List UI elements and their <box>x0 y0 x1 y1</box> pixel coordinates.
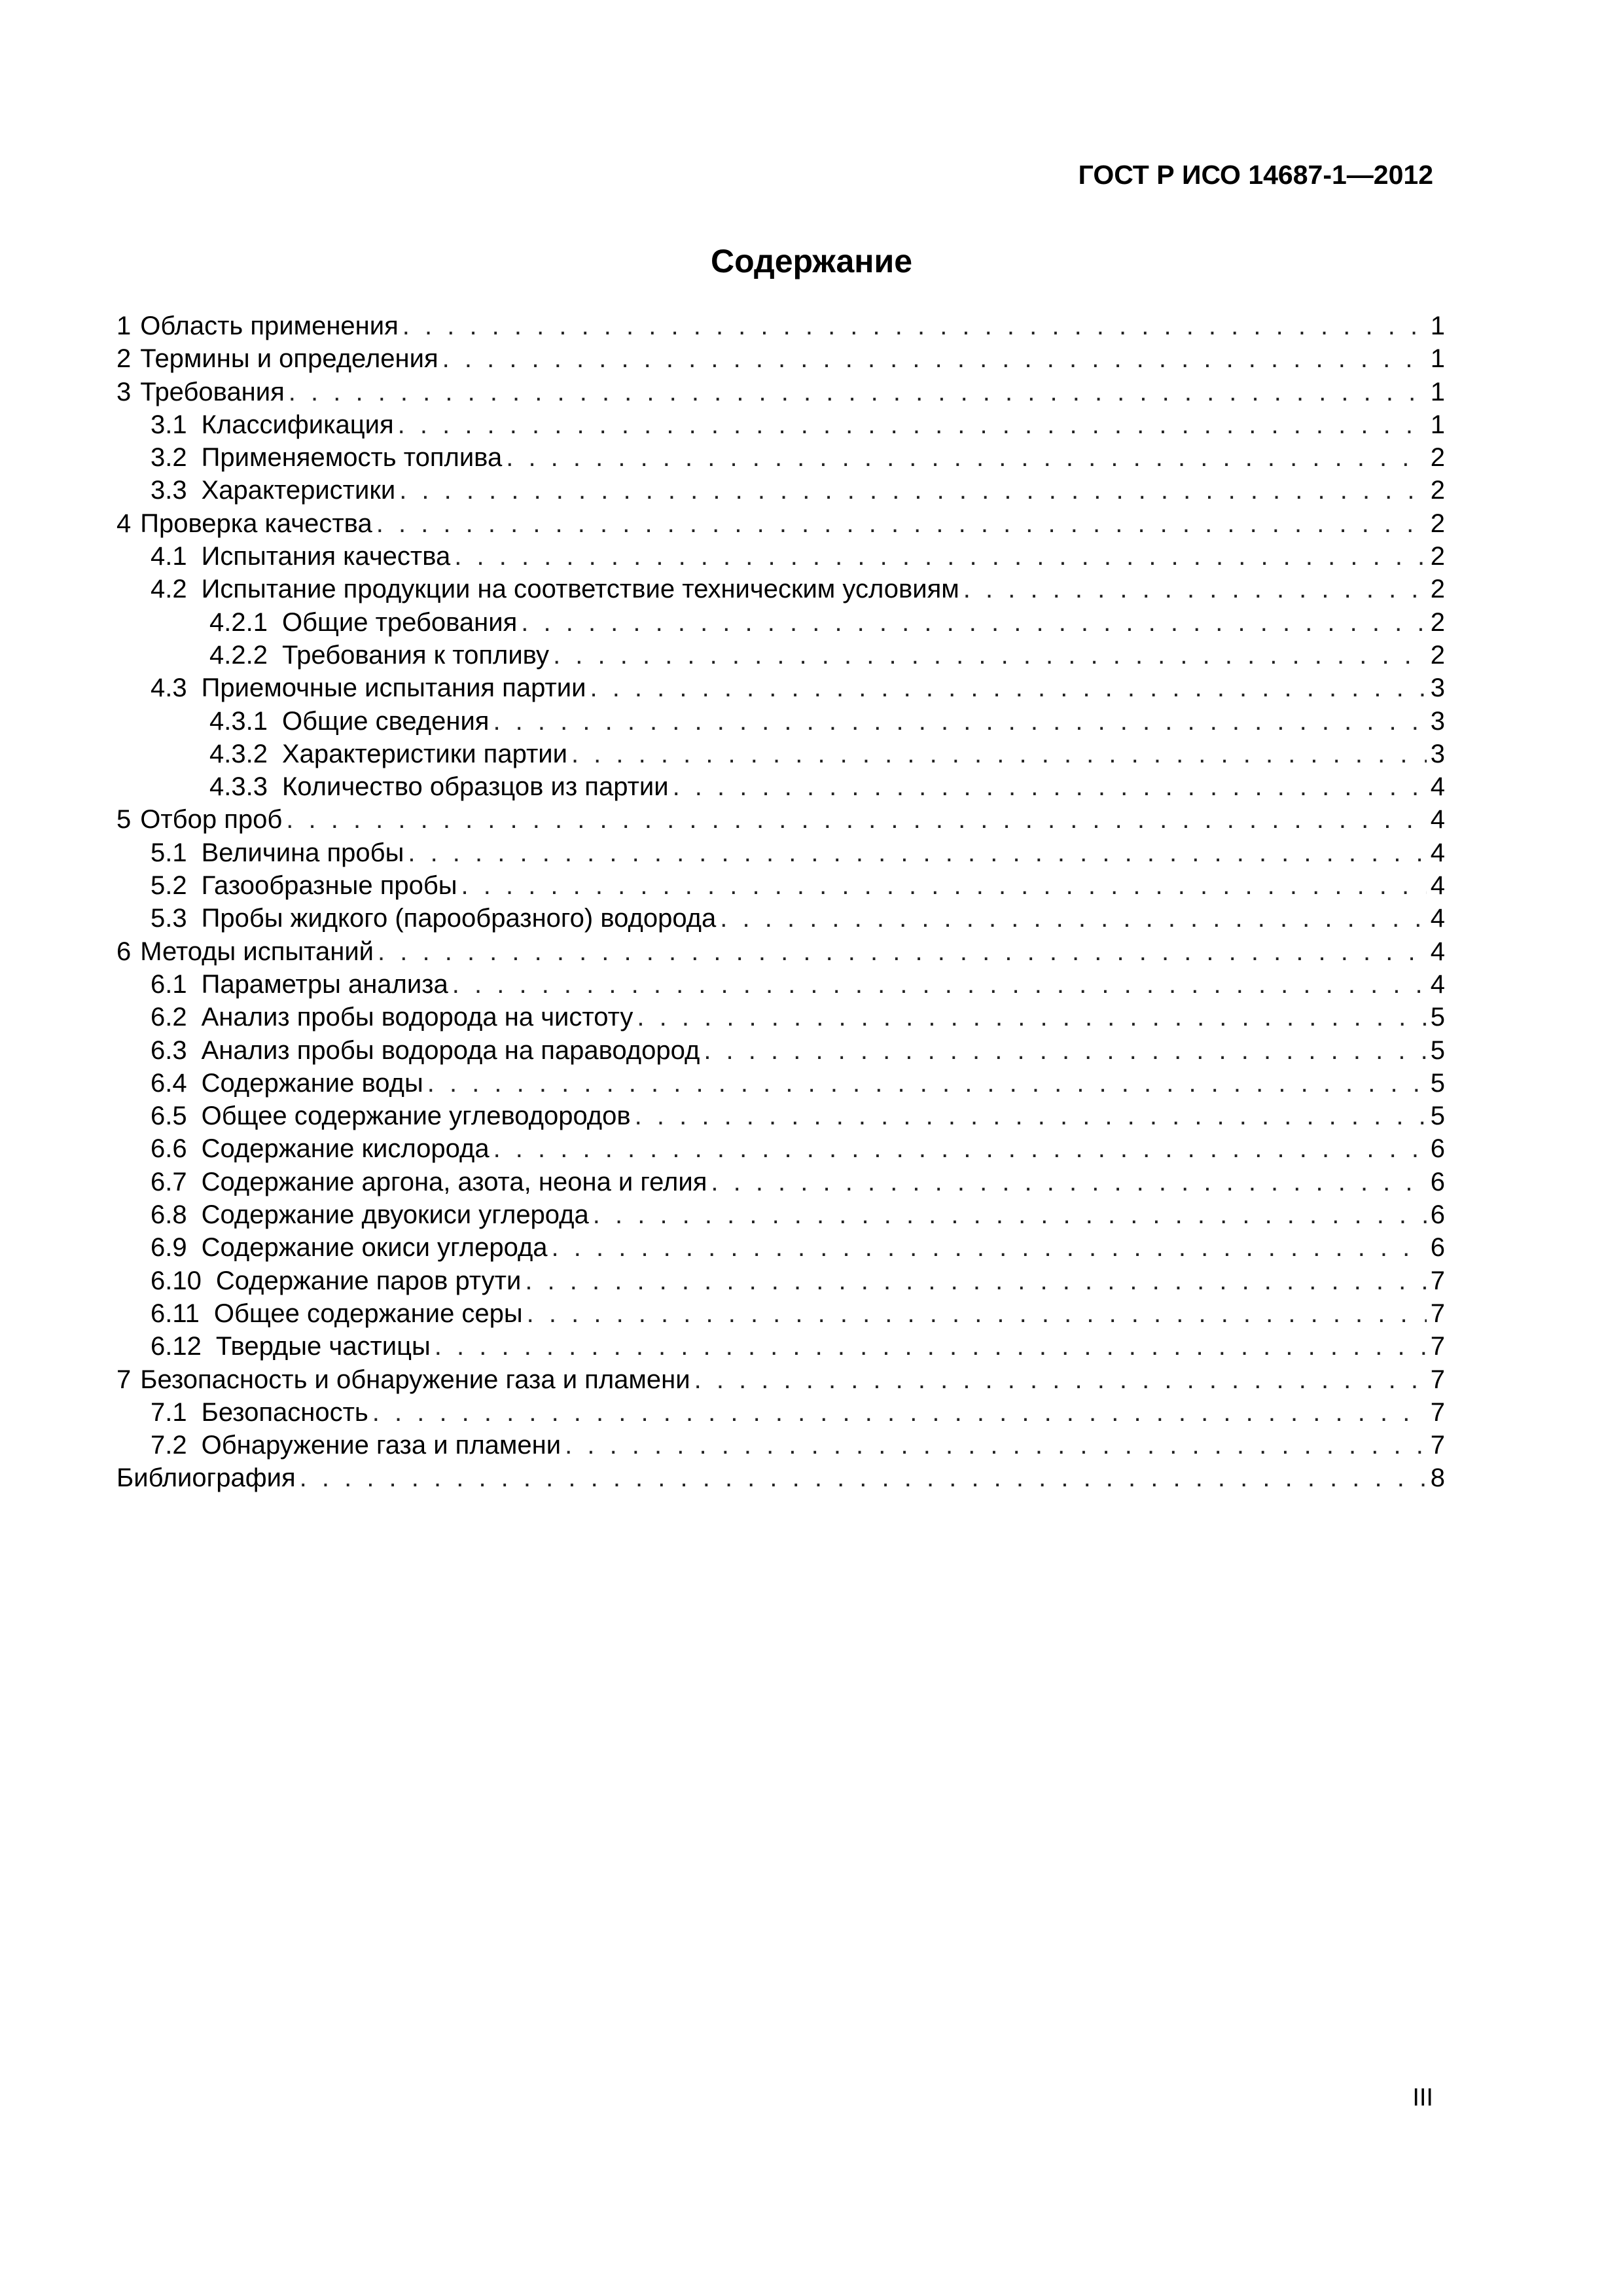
toc-entry-text: Безопасность <box>201 1397 368 1427</box>
toc-entry-number: 6.10 <box>151 1266 202 1295</box>
toc-dot-leader <box>694 1365 1427 1395</box>
toc-dot-leader <box>427 1069 1427 1098</box>
toc-dot-leader <box>452 970 1427 999</box>
toc-entry-text: Содержание окиси углерода <box>201 1233 548 1263</box>
toc-dot-leader <box>527 1299 1427 1329</box>
toc-entry[interactable] <box>116 1168 1445 1200</box>
toc-dot-leader <box>673 772 1427 802</box>
toc-entry-label <box>151 575 959 604</box>
toc-entry-text: Газообразные пробы <box>201 871 457 901</box>
toc-dot-leader <box>402 312 1427 341</box>
toc-entry-number: 5 <box>116 805 132 834</box>
toc-entry[interactable] <box>116 443 1445 476</box>
toc-entry-number: 6.9 <box>151 1233 187 1263</box>
toc-entry[interactable] <box>116 1036 1445 1069</box>
toc-entry-label <box>116 509 372 539</box>
toc-entry-number: 7.1 <box>151 1397 187 1427</box>
toc-entry-number: 4.1 <box>151 542 187 571</box>
page-number: III <box>1412 2084 1433 2111</box>
toc-entry-text: Содержание воды <box>201 1068 423 1098</box>
toc-dot-leader <box>493 1134 1427 1164</box>
toc-entry-page: 7 <box>1430 1332 1445 1361</box>
toc-entry-page: 1 <box>1430 312 1445 340</box>
toc-dot-leader <box>711 1168 1426 1197</box>
toc-entry-number: 4.3.3 <box>209 772 268 802</box>
toc-entry-label <box>151 1431 561 1460</box>
toc-entry-page: 4 <box>1430 838 1445 867</box>
toc-entry[interactable] <box>116 740 1445 772</box>
toc-entry-number: 3.3 <box>151 476 187 505</box>
toc-entry-label <box>209 772 669 802</box>
toc-dot-leader <box>552 1233 1427 1263</box>
toc-entry-page: 6 <box>1430 1134 1445 1164</box>
toc-entry-number: 7 <box>116 1365 132 1394</box>
toc-entry[interactable] <box>116 312 1445 344</box>
toc-entry-label <box>209 707 489 736</box>
toc-entry[interactable] <box>116 937 1445 970</box>
toc-entry-text: Испытание продукции на соответствие техническим условиям <box>201 575 959 604</box>
toc-entry-label <box>151 1398 368 1427</box>
toc-entry-page: 7 <box>1430 1365 1445 1394</box>
toc-dot-leader <box>635 1102 1427 1131</box>
toc-entry-text: Отбор проб <box>140 805 283 834</box>
toc-entry-text: Методы испытаний <box>140 937 374 966</box>
toc-entry-number: 6.5 <box>151 1102 187 1131</box>
toc-entry[interactable] <box>116 805 1445 838</box>
toc-dot-leader <box>289 378 1427 407</box>
toc-entry-text: Характеристики <box>201 476 396 505</box>
toc-entry[interactable] <box>116 476 1445 509</box>
toc-entry-text: Безопасность и обнаружение газа и пламени <box>140 1365 690 1394</box>
toc-entry[interactable] <box>116 1134 1445 1167</box>
toc-entry-number: 5.1 <box>151 838 187 867</box>
toc-entry-number: 6.4 <box>151 1068 187 1098</box>
toc-entry-text: Область применения <box>140 312 399 340</box>
toc-entry-label <box>151 1233 548 1263</box>
toc-entry-text: Испытания качества <box>201 542 451 571</box>
toc-entry[interactable] <box>116 509 1445 542</box>
toc-entry-text: Общие сведения <box>281 706 490 736</box>
toc-entry-text: Анализ пробы водорода на чистоту <box>201 1003 633 1032</box>
toc-entry-label <box>151 673 586 703</box>
toc-entry-text: Библиография <box>116 1463 296 1493</box>
toc-entry[interactable] <box>116 707 1445 740</box>
toc-entry-text: Применяемость топлива <box>201 443 503 473</box>
toc-dot-leader <box>720 904 1426 933</box>
toc-entry[interactable] <box>116 608 1445 641</box>
toc-entry-page: 8 <box>1430 1463 1445 1493</box>
toc-entry-text: Параметры анализа <box>201 969 448 999</box>
toc-entry-page: 4 <box>1430 772 1445 802</box>
toc-entry-page: 5 <box>1430 1035 1445 1065</box>
toc-entry-label <box>151 1299 523 1329</box>
toc-entry-label <box>151 476 395 505</box>
toc-entry-number: 5.2 <box>151 871 187 901</box>
toc-dot-leader <box>493 707 1426 736</box>
toc-entry-label <box>209 740 567 769</box>
toc-entry-page: 6 <box>1430 1200 1445 1230</box>
toc-entry-page: 1 <box>1430 410 1445 439</box>
toc-entry-text: Пробы жидкого (парообразного) водорода <box>201 904 717 933</box>
toc-entry-number: 7.2 <box>151 1431 187 1460</box>
toc-entry-number: 4.2.2 <box>209 640 268 670</box>
toc-entry-page: 5 <box>1430 1003 1445 1032</box>
toc-entry-label <box>116 312 399 341</box>
toc-entry-page: 2 <box>1430 607 1445 637</box>
toc-entry[interactable] <box>116 1463 1445 1496</box>
toc-dot-leader <box>398 410 1427 440</box>
toc-entry-label <box>151 1036 700 1066</box>
toc-dot-leader <box>506 443 1427 473</box>
toc-entry-page: 6 <box>1430 1167 1445 1196</box>
toc-entry[interactable] <box>116 1365 1445 1398</box>
toc-entry-label <box>116 1365 690 1395</box>
toc-dot-leader <box>704 1036 1426 1066</box>
toc-entry[interactable] <box>116 871 1445 904</box>
toc-entry-number: 6.8 <box>151 1200 187 1230</box>
toc-entry-label <box>151 838 404 868</box>
toc-entry[interactable] <box>116 1233 1445 1266</box>
toc-entry-label <box>151 443 502 473</box>
toc-dot-leader <box>963 575 1427 604</box>
toc-entry-text: Содержание паров ртути <box>215 1266 522 1295</box>
toc-entry-number: 6.3 <box>151 1035 187 1065</box>
toc-entry-number: 6.12 <box>151 1332 202 1361</box>
toc-entry-text: Общее содержание серы <box>213 1299 523 1328</box>
toc-entry-text: Характеристики партии <box>281 739 567 768</box>
toc-entry-page: 2 <box>1430 509 1445 538</box>
toc-dot-leader <box>454 542 1426 571</box>
toc-entry[interactable] <box>116 1299 1445 1332</box>
toc-entry-page: 7 <box>1430 1266 1445 1295</box>
toc-entry[interactable] <box>116 378 1445 410</box>
toc-entry-text: Общие требования <box>281 607 518 637</box>
toc-entry-number: 6.7 <box>151 1167 187 1196</box>
toc-entry[interactable] <box>116 1003 1445 1035</box>
toc-entry-page: 7 <box>1430 1397 1445 1427</box>
toc-entry-page: 5 <box>1430 1102 1445 1131</box>
toc-entry-page: 2 <box>1430 640 1445 670</box>
table-of-contents <box>116 312 1445 1497</box>
toc-entry-number: 6.1 <box>151 969 187 999</box>
toc-entry-page: 4 <box>1430 969 1445 999</box>
toc-entry[interactable] <box>116 904 1445 937</box>
toc-dot-leader <box>461 871 1427 901</box>
toc-entry-number: 4.2.1 <box>209 607 268 637</box>
toc-entry-page: 2 <box>1430 542 1445 571</box>
toc-entry-text: Проверка качества <box>140 509 372 538</box>
toc-entry-page: 5 <box>1430 1068 1445 1098</box>
toc-entry-label <box>151 1266 521 1296</box>
toc-entry-label <box>151 1332 431 1361</box>
toc-entry-page: 2 <box>1430 476 1445 505</box>
toc-entry-label <box>151 1168 707 1197</box>
toc-entry-page: 1 <box>1430 344 1445 374</box>
toc-entry-page: 3 <box>1430 706 1445 736</box>
toc-entry[interactable] <box>116 1069 1445 1102</box>
toc-dot-leader <box>553 641 1427 670</box>
toc-entry-label <box>151 1102 631 1131</box>
toc-entry-label <box>151 1003 633 1032</box>
toc-entry-text: Требования к топливу <box>281 640 550 670</box>
toc-entry[interactable] <box>116 1332 1445 1365</box>
toc-dot-leader <box>435 1332 1427 1361</box>
toc-entry-number: 3.2 <box>151 443 187 473</box>
toc-title: Содержание <box>710 243 913 279</box>
toc-entry-label <box>151 904 716 933</box>
toc-entry-page: 3 <box>1430 739 1445 768</box>
toc-entry[interactable] <box>116 1431 1445 1463</box>
toc-entry[interactable] <box>116 641 1445 673</box>
toc-dot-leader <box>399 476 1427 505</box>
toc-entry-number: 6.2 <box>151 1003 187 1032</box>
toc-entry-number: 4 <box>116 509 132 538</box>
toc-entry[interactable] <box>116 1266 1445 1299</box>
toc-entry-label <box>151 1200 589 1230</box>
toc-entry[interactable] <box>116 838 1445 871</box>
toc-entry-text: Классификация <box>201 410 394 439</box>
toc-dot-leader <box>565 1431 1427 1460</box>
standard-designation: ГОСТ Р ИСО 14687-1—2012 <box>1078 160 1433 190</box>
toc-entry-page: 2 <box>1430 443 1445 473</box>
toc-entry-label <box>151 871 457 901</box>
toc-entry-number: 2 <box>116 344 132 374</box>
toc-entry-label <box>209 608 517 637</box>
toc-entry[interactable] <box>116 542 1445 575</box>
toc-entry-page: 4 <box>1430 904 1445 933</box>
toc-entry-label <box>151 410 394 440</box>
toc-entry-page: 4 <box>1430 871 1445 901</box>
toc-entry-page: 7 <box>1430 1299 1445 1328</box>
toc-entry[interactable] <box>116 970 1445 1003</box>
toc-entry-text: Приемочные испытания партии <box>201 673 586 703</box>
toc-dot-leader <box>408 838 1426 868</box>
toc-dot-leader <box>637 1003 1426 1032</box>
toc-entry-page: 3 <box>1430 673 1445 703</box>
toc-dot-leader <box>376 509 1427 539</box>
toc-entry-label <box>151 542 450 571</box>
toc-entry[interactable] <box>116 1102 1445 1134</box>
toc-entry-page: 4 <box>1430 937 1445 966</box>
toc-entry-text: Твердые частицы <box>215 1332 431 1361</box>
toc-entry-text: Количество образцов из партии <box>281 772 669 802</box>
toc-entry-label <box>151 1134 490 1164</box>
toc-entry[interactable] <box>116 1398 1445 1431</box>
toc-entry-number: 5.3 <box>151 904 187 933</box>
toc-entry-text: Требования <box>140 377 285 406</box>
toc-entry-page: 6 <box>1430 1233 1445 1263</box>
toc-dot-leader <box>593 1200 1427 1230</box>
toc-dot-leader <box>300 1463 1427 1493</box>
toc-entry-text: Содержание кислорода <box>201 1134 490 1164</box>
toc-entry-text: Величина пробы <box>201 838 404 867</box>
toc-dot-leader <box>571 740 1427 769</box>
toc-dot-leader <box>286 805 1426 834</box>
toc-entry-label <box>116 1463 296 1493</box>
toc-entry[interactable] <box>116 772 1445 805</box>
toc-entry-label <box>116 344 438 374</box>
toc-entry-label <box>116 378 285 407</box>
toc-dot-leader <box>590 673 1426 703</box>
toc-entry-number: 6 <box>116 937 132 966</box>
toc-entry-number: 4.3.1 <box>209 706 268 736</box>
toc-dot-leader <box>378 937 1427 967</box>
toc-entry-number: 1 <box>116 312 132 340</box>
toc-dot-leader <box>525 1266 1426 1296</box>
toc-entry[interactable] <box>116 575 1445 607</box>
toc-entry[interactable] <box>116 410 1445 443</box>
toc-entry-text: Содержание аргона, азота, неона и гелия <box>201 1167 707 1196</box>
toc-entry-page: 7 <box>1430 1431 1445 1460</box>
toc-dot-leader <box>521 608 1426 637</box>
toc-entry-label <box>116 805 282 834</box>
toc-entry-label <box>151 1069 423 1098</box>
toc-entry-page: 2 <box>1430 575 1445 604</box>
toc-entry-label <box>151 970 448 999</box>
toc-entry[interactable] <box>116 1200 1445 1233</box>
toc-entry-label <box>209 641 549 670</box>
toc-entry-number: 4.3.2 <box>209 739 268 768</box>
toc-entry-number: 3 <box>116 377 132 406</box>
toc-entry-text: Содержание двуокиси углерода <box>201 1200 589 1230</box>
toc-dot-leader <box>372 1398 1427 1427</box>
toc-entry-number: 4.3 <box>151 673 187 703</box>
toc-entry-page: 4 <box>1430 805 1445 834</box>
toc-entry-number: 6.11 <box>151 1299 200 1328</box>
toc-dot-leader <box>442 344 1427 374</box>
toc-entry-page: 1 <box>1430 377 1445 406</box>
toc-entry-label <box>116 937 374 967</box>
toc-entry-text: Обнаружение газа и пламени <box>201 1431 562 1460</box>
toc-entry[interactable] <box>116 344 1445 377</box>
toc-entry-text: Анализ пробы водорода на параводород <box>201 1035 700 1065</box>
toc-entry-number: 6.6 <box>151 1134 187 1164</box>
toc-entry[interactable] <box>116 673 1445 706</box>
toc-entry-number: 4.2 <box>151 575 187 604</box>
toc-entry-text: Термины и определения <box>140 344 438 374</box>
toc-entry-text: Общее содержание углеводородов <box>201 1102 631 1131</box>
toc-entry-number: 3.1 <box>151 410 187 439</box>
